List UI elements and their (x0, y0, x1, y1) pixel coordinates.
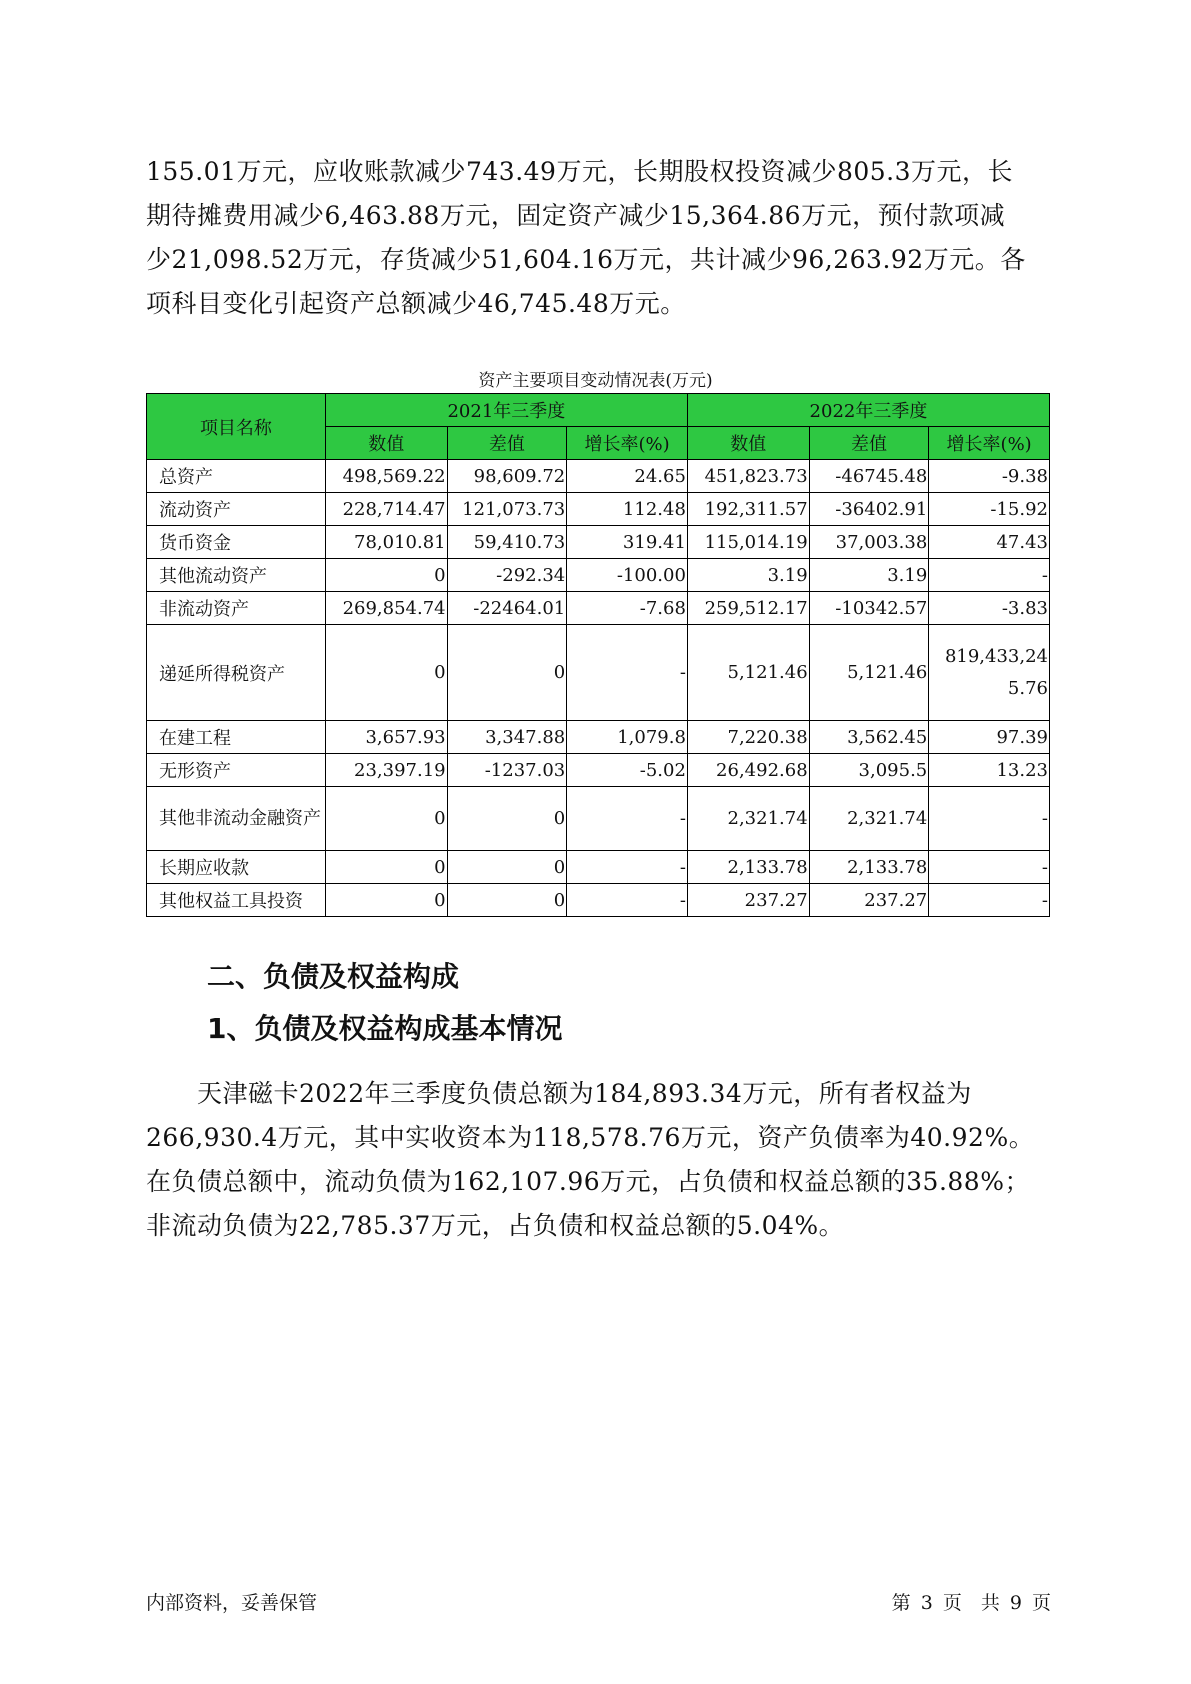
cell-value: -292.34 (447, 559, 567, 592)
table-row (147, 592, 1050, 625)
cell-value: 228,714.47 (325, 493, 447, 526)
cell-value: - (567, 851, 688, 884)
cell-value: 7,220.38 (687, 721, 809, 754)
table-row (147, 721, 1050, 754)
cell-value: -1237.03 (447, 754, 567, 787)
paragraph-line: 少21,098.52万元，存货减少51,604.16万元，共计减少96,263.92万元。各 (146, 245, 1026, 274)
row-label: 在建工程 (147, 721, 326, 754)
cell-value: 115,014.19 (687, 526, 809, 559)
column-header-growth-rate: 增长率(%) (929, 427, 1050, 460)
cell-value: 23,397.19 (325, 754, 447, 787)
subsection-heading: 1、负债及权益构成基本情况 (207, 1012, 563, 1045)
cell-value: 97.39 (929, 721, 1050, 754)
paragraph-line: 155.01万元，应收账款减少743.49万元，长期股权投资减少805.3万元，长 (146, 157, 1014, 186)
cell-value: 0 (447, 787, 567, 851)
cell-value: 3.19 (687, 559, 809, 592)
section-heading: 二、负债及权益构成 (207, 960, 460, 993)
cell-value: -15.92 (929, 493, 1050, 526)
cell-value: 2,321.74 (687, 787, 809, 851)
row-label: 其他非流动金融资产 (147, 787, 326, 851)
cell-value: 13.23 (929, 754, 1050, 787)
table-row (147, 884, 1050, 917)
cell-value: 0 (447, 851, 567, 884)
paragraph-line: 天津磁卡2022年三季度负债总额为184,893.34万元，所有者权益为 (146, 1079, 972, 1108)
cell-value: 3,347.88 (447, 721, 567, 754)
cell-value: 319.41 (567, 526, 688, 559)
cell-value: 2,133.78 (687, 851, 809, 884)
cell-value: 2,133.78 (809, 851, 929, 884)
table-row (147, 460, 1050, 493)
column-header-value: 数值 (687, 427, 809, 460)
paragraph-line: 266,930.4万元，其中实收资本为118,578.76万元，资产负债率为40.92%。 (146, 1123, 1035, 1152)
asset-changes-table (146, 393, 1050, 917)
row-label: 其他流动资产 (147, 559, 326, 592)
cell-value: 26,492.68 (687, 754, 809, 787)
cell-value: -7.68 (567, 592, 688, 625)
cell-value: 237.27 (809, 884, 929, 917)
cell-value: 3.19 (809, 559, 929, 592)
cell-value: 192,311.57 (687, 493, 809, 526)
paragraph-line: 非流动负债为22,785.37万元，占负债和权益总额的5.04%。 (146, 1211, 845, 1240)
cell-value: - (567, 787, 688, 851)
cell-value: -3.83 (929, 592, 1050, 625)
cell-value: 5,121.46 (809, 625, 929, 721)
table-caption: 资产主要项目变动情况表(万元) (478, 371, 713, 391)
column-header-item-name: 项目名称 (147, 394, 326, 460)
column-header-value: 数值 (325, 427, 447, 460)
table-row (147, 526, 1050, 559)
cell-value: 0 (325, 851, 447, 884)
table-row (147, 559, 1050, 592)
paragraph-line: 期待摊费用减少6,463.88万元，固定资产减少15,364.86万元，预付款项减 (146, 201, 1006, 230)
row-label: 总资产 (147, 460, 326, 493)
footer-confidential-note: 内部资料，妥善保管 (146, 1592, 318, 1614)
table-row (147, 625, 1050, 721)
cell-value: 0 (447, 625, 567, 721)
cell-value: -5.02 (567, 754, 688, 787)
table-row (147, 493, 1050, 526)
body-paragraph-asset-changes (146, 150, 1046, 326)
footer-page-number: 第 3 页 共 9 页 (891, 1592, 1051, 1614)
column-header-growth-rate: 增长率(%) (567, 427, 688, 460)
cell-value: 121,073.73 (447, 493, 567, 526)
cell-value: - (929, 851, 1050, 884)
cell-value: -46745.48 (809, 460, 929, 493)
column-header-difference: 差值 (447, 427, 567, 460)
cell-value: 3,657.93 (325, 721, 447, 754)
cell-value: 0 (325, 559, 447, 592)
table-row (147, 754, 1050, 787)
cell-value: 2,321.74 (809, 787, 929, 851)
column-header-period-2021: 2021年三季度 (325, 394, 687, 427)
cell-value: -36402.91 (809, 493, 929, 526)
cell-value: 98,609.72 (447, 460, 567, 493)
cell-value: 37,003.38 (809, 526, 929, 559)
column-header-period-2022: 2022年三季度 (687, 394, 1049, 427)
cell-value: - (929, 884, 1050, 917)
cell-value: 0 (325, 884, 447, 917)
cell-value: - (929, 787, 1050, 851)
row-label: 递延所得税资产 (147, 625, 326, 721)
paragraph-line: 项科目变化引起资产总额减少46,745.48万元。 (146, 289, 686, 318)
cell-value: 5,121.46 (687, 625, 809, 721)
cell-value: 3,562.45 (809, 721, 929, 754)
cell-value: 1,079.8 (567, 721, 688, 754)
cell-value: 498,569.22 (325, 460, 447, 493)
cell-value: -22464.01 (447, 592, 567, 625)
row-label: 长期应收款 (147, 851, 326, 884)
cell-value: 24.65 (567, 460, 688, 493)
cell-value: 451,823.73 (687, 460, 809, 493)
cell-value: 0 (447, 884, 567, 917)
cell-value: -9.38 (929, 460, 1050, 493)
cell-value: 819,433,245.76 (929, 625, 1050, 721)
table-row (147, 787, 1050, 851)
cell-value: 269,854.74 (325, 592, 447, 625)
cell-value: - (929, 559, 1050, 592)
cell-value: 0 (325, 625, 447, 721)
cell-value: 0 (325, 787, 447, 851)
cell-value: 259,512.17 (687, 592, 809, 625)
cell-value: 47.43 (929, 526, 1050, 559)
table-row (147, 851, 1050, 884)
cell-value: 78,010.81 (325, 526, 447, 559)
row-label: 无形资产 (147, 754, 326, 787)
paragraph-line: 在负债总额中，流动负债为162,107.96万元，占负债和权益总额的35.88%； (146, 1167, 1030, 1196)
row-label: 货币资金 (147, 526, 326, 559)
column-header-difference: 差值 (809, 427, 929, 460)
cell-value: -100.00 (567, 559, 688, 592)
row-label: 非流动资产 (147, 592, 326, 625)
body-paragraph-liabilities (146, 1072, 1046, 1248)
cell-value: 237.27 (687, 884, 809, 917)
row-label: 流动资产 (147, 493, 326, 526)
cell-value: -10342.57 (809, 592, 929, 625)
cell-value: 3,095.5 (809, 754, 929, 787)
cell-value: 59,410.73 (447, 526, 567, 559)
cell-value: - (567, 625, 688, 721)
cell-value: 112.48 (567, 493, 688, 526)
row-label: 其他权益工具投资 (147, 884, 326, 917)
cell-value: - (567, 884, 688, 917)
